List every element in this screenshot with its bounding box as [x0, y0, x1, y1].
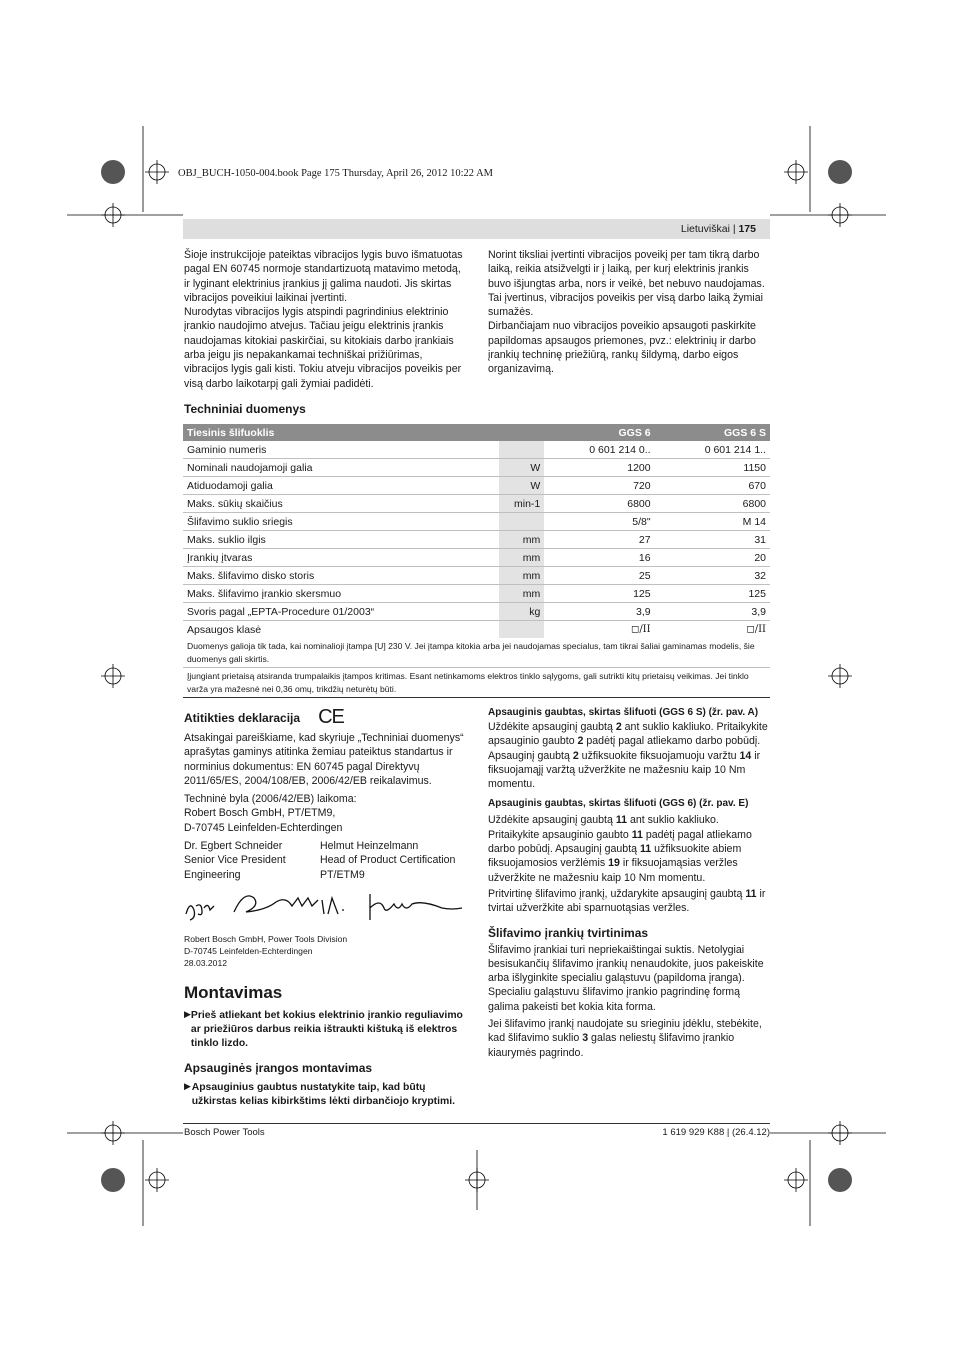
table-cell: 670: [655, 477, 770, 495]
signatory-1-name: Dr. Egbert Schneider: [184, 840, 283, 853]
signatory-2-title: Head of Product Certification: [320, 854, 456, 867]
guard-a-text: Uždėkite apsauginį gaubtą 2 ant suklio kakliuko. Pritaikykite apsauginio gaubto 2 padėtį pagal atliekamo darbo pobūdį. Apsauginį gaubtą 2 užfiksuokite fiksuojamuoju varžtu 14 ir fiksuojamąjį varžtą užveržkite ne mažesniu kaip 10 Nm momentu.: [488, 721, 768, 791]
table-header-cell: GGS 6 S: [655, 424, 770, 441]
signatory-2-name: Helmut Heinzelmann: [320, 840, 419, 853]
table-cell: Šlifavimo suklio sriegis: [183, 513, 499, 531]
table-cell: 27: [544, 531, 654, 549]
signatures-image: [184, 886, 467, 926]
table-cell: 125: [544, 585, 654, 603]
intro-paragraph: Nurodytas vibracijos lygis atspindi pagrindinius elektrinio įrankio naudojimo atvejus. Tačiau jeigu elektrinis įrankis naudojamas kitokiai paskirčiai, su kitokiais darbo įrankiais arba jeigu jis nepakankamai techniškai prižiūrimas, vibracijos lygis gali kisti. Tokiu atveju vibracijos poveikis per visą darbo laikotarpį gali žymiai padidėti.: [184, 306, 462, 390]
footer-doc-number: 1 619 929 K88 | (26.4.12): [662, 1127, 770, 1138]
section-title-montavimas: Montavimas: [184, 982, 283, 1002]
table-cell: mm: [499, 567, 545, 585]
table-row: [183, 441, 770, 459]
table-cell: 16: [544, 549, 654, 567]
intro-paragraph: Dirbančiajam nuo vibracijos poveikio apsaugoti paskirkite papildomas apsaugos priemones, pvz.: elektrinių ir darbo įrankių techninę priežiūrą, rankų šildymą, darbo eigos organizavimą.: [488, 320, 756, 376]
page-header: Lietuviškai | 175: [183, 219, 770, 239]
declaration-title: Atitikties deklaracija: [184, 710, 301, 725]
table-cell: Maks. suklio ilgis: [183, 531, 499, 549]
table-row: [183, 549, 770, 567]
note: Įjungiant prietaisą atsiranda trumpalaikis įtampos kritimas. Esant netinkamoms elektros tinklo sąlygoms, gali sutrikti kitų prietaisų veikimas. Jei tinklo varža yra mažesnė nei 0,36 omų, trikdžių neturėtų būti.: [183, 668, 770, 698]
signatory-2-dept: PT/ETM9: [320, 868, 365, 881]
note: Duomenys galioja tik tada, kai nominalioji įtampa [U] 230 V. Jei įtampa kitokia arba jei naudojamas specialus, tam tikrai šaliai gaminamas modelis, šie duomenys gali skirtis.: [183, 640, 770, 668]
header-language: Lietuviškai: [680, 223, 730, 235]
table-row: [183, 621, 770, 639]
table-cell: mm: [499, 531, 545, 549]
page-footer: [183, 1123, 770, 1138]
table-cell: kg: [499, 603, 545, 621]
tool-mounting-title: Šlifavimo įrankių tvirtinimas: [488, 925, 649, 940]
organization: Robert Bosch GmbH, PT/ETM9,: [184, 807, 336, 820]
table-cell: W: [499, 459, 545, 477]
table-cell: min-1: [499, 495, 545, 513]
table-cell: 0 601 214 0..: [544, 441, 654, 459]
table-cell: 1150: [655, 459, 770, 477]
guard-a-title: Apsauginis gaubtas, skirtas šlifuoti (GGS 6 S) (žr. pav. A): [488, 707, 759, 718]
right-column: [488, 706, 771, 1060]
table-cell: Maks. šlifavimo įrankio skersmuo: [183, 585, 499, 603]
table-cell: [499, 513, 545, 531]
table-cell: M 14: [655, 513, 770, 531]
signatory-1-title: Senior Vice President: [184, 854, 286, 867]
table-row: [183, 585, 770, 603]
table-row: [183, 603, 770, 621]
table-header-cell: [499, 424, 545, 441]
table-cell: mm: [499, 585, 545, 603]
book-info: OBJ_BUCH-1050-004.book Page 175 Thursday, April 26, 2012 10:22 AM: [178, 168, 493, 179]
technical-file: Techninė byla (2006/42/EB) laikoma:: [184, 793, 357, 806]
table-cell: 0 601 214 1..: [655, 441, 770, 459]
table-cell: 20: [655, 549, 770, 567]
subsection-title: Apsauginės įrangos montavimas: [184, 1060, 373, 1075]
table-cell: 3,9: [544, 603, 654, 621]
table-notes: [183, 640, 770, 698]
table-cell: Svoris pagal „EPTA-Procedure 01/2003“: [183, 603, 499, 621]
tech-data-table: [183, 424, 770, 638]
declaration-text: Atsakingai pareiškiame, kad skyriuje „Techniniai duomenys“ aprašytas gaminys atitinka žemiau pateiktus standartus ir norminius dokumentus: EN 60745 pagal Direktyvų 2011/65/ES, 2004/108/EB, 2006/42/EB reikalavimus.: [184, 732, 464, 787]
table-cell: W: [499, 477, 545, 495]
table-cell: Apsaugos klasė: [187, 623, 262, 636]
table-cell: 5/8": [544, 513, 654, 531]
table-cell: mm: [499, 549, 545, 567]
table-cell: 6800: [544, 495, 654, 513]
company-name: Robert Bosch GmbH, Power Tools Division: [184, 933, 348, 944]
tool-mounting-text: Šlifavimo įrankiai turi nepriekaištingai suktis. Netolygiai besisukančių šlifavimo įrankių nenaudokite, juos pakeiskite arba išlyginkite specialiu galąstuvu (papildoma įranga). Specialiu galąstuvu šlifavimo įrankio pagrindinę formą galima pakeisti bet kokia kita forma.: [488, 943, 764, 1013]
table-row: [183, 459, 770, 477]
table-cell: [499, 621, 545, 639]
table-cell: Nominali naudojamoji galia: [183, 459, 499, 477]
table-cell: 125: [655, 585, 770, 603]
guard-e-text: Uždėkite apsauginį gaubtą 11 ant suklio kakliuko. Pritaikykite apsauginio gaubto 11 padėtį pagal atliekamo darbo pobūdį. Apsauginį gaubtą 11 užfiksuokite abiem fiksuojamosios veržlėmis 19 ir fiksuojamąsias veržles užveržkite ne mažesniu kaip 10 Nm momentu.: [488, 814, 752, 884]
table-cell: 6800: [655, 495, 770, 513]
ce-mark-icon: CE: [318, 706, 344, 728]
table-row: [183, 513, 770, 531]
table-row: [183, 531, 770, 549]
table-cell: 1200: [544, 459, 654, 477]
intro-right: [488, 248, 771, 377]
arrow-icon: ▶: [184, 1008, 191, 1019]
intro-paragraph: Šioje instrukcijoje pateiktas vibracijos lygis buvo išmatuotas pagal EN 60745 normoje standartizuotą matavimo metodą, ir lyginant elektrinius įrankius jį galima naudoti. Jis skirtas vibracijos poveikiui laikinai įvertinti.: [184, 249, 463, 304]
table-cell: 720: [544, 477, 654, 495]
warning-note: Apsauginius gaubtus nustatykite taip, kad būtų užkirstas kelias kibirkštims lėkti dirbančiojo kryptimi.: [191, 1081, 456, 1107]
table-header-row: [183, 424, 770, 441]
signatory-1-dept: Engineering: [184, 868, 241, 881]
intro-left: [184, 248, 467, 391]
intro-paragraph: Norint tiksliai įvertinti vibracijos poveikį per tam tikrą darbo laiką, reikia atsižvelgti ir į laiką, per kurį elektrinis įrankis buvo išjungtas arba, nors ir veikė, bet nebuvo naudojamas. Tai įvertinus, vibracijos poveikis per visą darbo laiką žymiai sumažės.: [488, 249, 765, 319]
address: D-70745 Leinfelden-Echterdingen: [184, 821, 343, 834]
table-row: [183, 477, 770, 495]
tech-data-title: Techniniai duomenys: [184, 402, 306, 416]
table-cell: 3,9: [655, 603, 770, 621]
table-cell: Įrankių įtvaras: [183, 549, 499, 567]
table-cell: Gaminio numeris: [183, 441, 499, 459]
arrow-icon: ▶: [184, 1080, 191, 1091]
table-cell: Maks. šlifavimo disko storis: [183, 567, 499, 585]
table-cell: 31: [655, 531, 770, 549]
tool-mounting-text-2: Jei šlifavimo įrankį naudojate su srieginiu įdėklu, stebėkite, kad šlifavimo suklio 3 galas neliestų šlifavimo įrankio kiaurymės pagrindo.: [488, 1018, 762, 1059]
guard-e-title: Apsauginis gaubtas, skirtas šlifuoti (GGS 6) (žr. pav. E): [488, 798, 749, 810]
table-cell: 32: [655, 567, 770, 585]
left-column: [184, 706, 467, 1109]
company-address: D-70745 Leinfelden-Echterdingen: [184, 945, 313, 956]
page-number: 175: [738, 223, 756, 235]
footer-brand: Bosch Power Tools: [184, 1127, 265, 1138]
table-header-cell: Tiesinis šlifuoklis: [183, 424, 499, 441]
warning-note: Prieš atliekant bet kokius elektrinio įrankio reguliavimo ar priežiūros darbus reikia ištraukti kištuką iš elektros tinklo lizdo.: [190, 1009, 463, 1049]
table-cell: Atiduodamoji galia: [183, 477, 499, 495]
table-header-cell: GGS 6: [544, 424, 654, 441]
table-row: [183, 495, 770, 513]
table-cell: [499, 441, 545, 459]
table-row: [183, 567, 770, 585]
declaration-date: 28.03.2012: [184, 957, 228, 968]
protection-class-icon: ◻/II: [746, 624, 766, 635]
table-cell: 25: [544, 567, 654, 585]
guard-e-text-2: Pritvirtinę šlifavimo įrankį, uždarykite apsauginį gaubtą 11 ir tvirtai užveržkite abi sparnuotąsias veržles.: [488, 887, 766, 915]
table-cell: Maks. sūkių skaičius: [183, 495, 499, 513]
protection-class-icon: ◻/II: [631, 624, 651, 635]
